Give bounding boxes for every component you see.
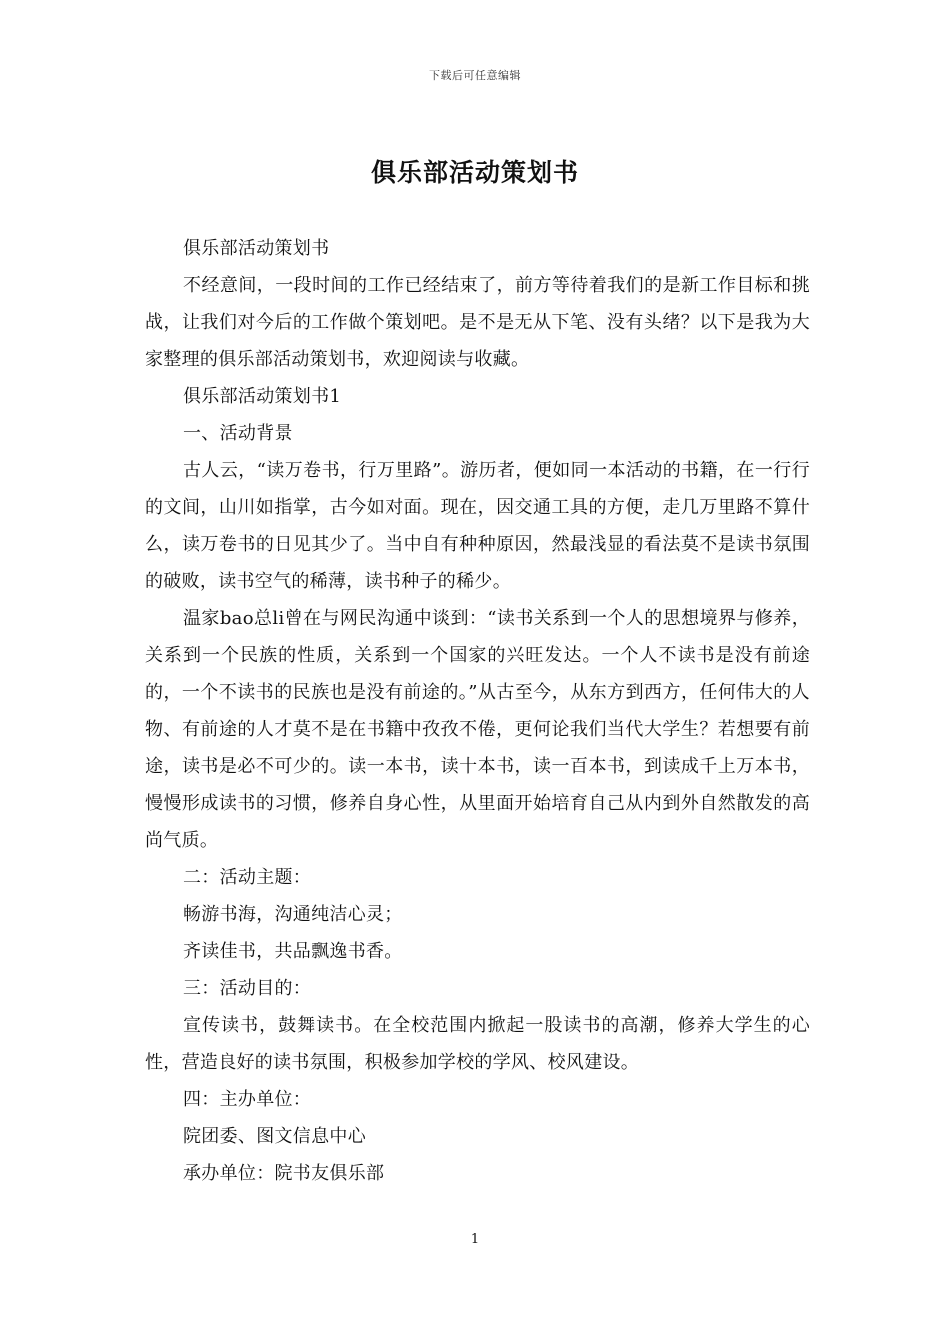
theme-line-2: 齐读佳书，共品飘逸书香。 xyxy=(183,941,403,962)
header-note: 下载后可任意编辑 xyxy=(429,69,521,82)
co-organizer-units: 承办单位：院书友俱乐部 xyxy=(183,1163,385,1184)
paragraph-intro-heading: 俱乐部活动策划书 xyxy=(183,238,330,259)
theme-line-1: 畅游书海，沟通纯洁心灵； xyxy=(183,904,403,925)
paragraph-section-title: 俱乐部活动策划书1 xyxy=(183,386,342,407)
document-body xyxy=(145,230,810,1192)
paragraph-purpose: 宣传读书，鼓舞读书。在全校范围内掀起一股读书的高潮，修养大学生的心性，营造良好的读书氛围，积极参加学校的学风、校风建设。 xyxy=(145,1015,810,1073)
organizer-units: 院团委、图文信息中心 xyxy=(183,1126,366,1147)
document-title: 俱乐部活动策划书 xyxy=(370,158,579,187)
heading-purpose: 三：活动目的： xyxy=(183,978,312,999)
page-number: 1 xyxy=(470,1232,480,1247)
heading-theme: 二：活动主题： xyxy=(183,867,312,888)
paragraph-background-2: 温家bao总li曾在与网民沟通中谈到：“读书关系到一个人的思想境界与修养，关系到一个民族的性质，关系到一个国家的兴旺发达。一个人不读书是没有前途的，一个不读书的民族也是没有前途的。”从古至今，从东方到西方，任何伟大的人物、有前途的人才莫不是在书籍中孜孜不倦，更何论我们当代大学生？若想要有前途，读书是必不可少的。读一本书，读十本书，读一百本书，到读成千上万本书，慢慢形成读书的习惯，修养自身心性，从里面开始培育自己从内到外自然散发的高尚气质。 xyxy=(145,608,810,851)
heading-background: 一、活动背景 xyxy=(183,423,293,444)
heading-organizer: 四：主办单位： xyxy=(183,1089,312,1110)
paragraph-intro: 不经意间，一段时间的工作已经结束了，前方等待着我们的是新工作目标和挑战，让我们对今后的工作做个策划吧。是不是无从下笔、没有头绪？以下是我为大家整理的俱乐部活动策划书，欢迎阅读与收藏。 xyxy=(145,275,810,370)
paragraph-background-1: 古人云，“读万卷书，行万里路”。游历者，便如同一本活动的书籍，在一行行的文间，山川如指掌，古今如对面。现在，因交通工具的方便，走几万里路不算什么，读万卷书的日见其少了。当中自有种种原因，然最浅显的看法莫不是读书氛围的破败，读书空气的稀薄，读书种子的稀少。 xyxy=(145,460,810,592)
